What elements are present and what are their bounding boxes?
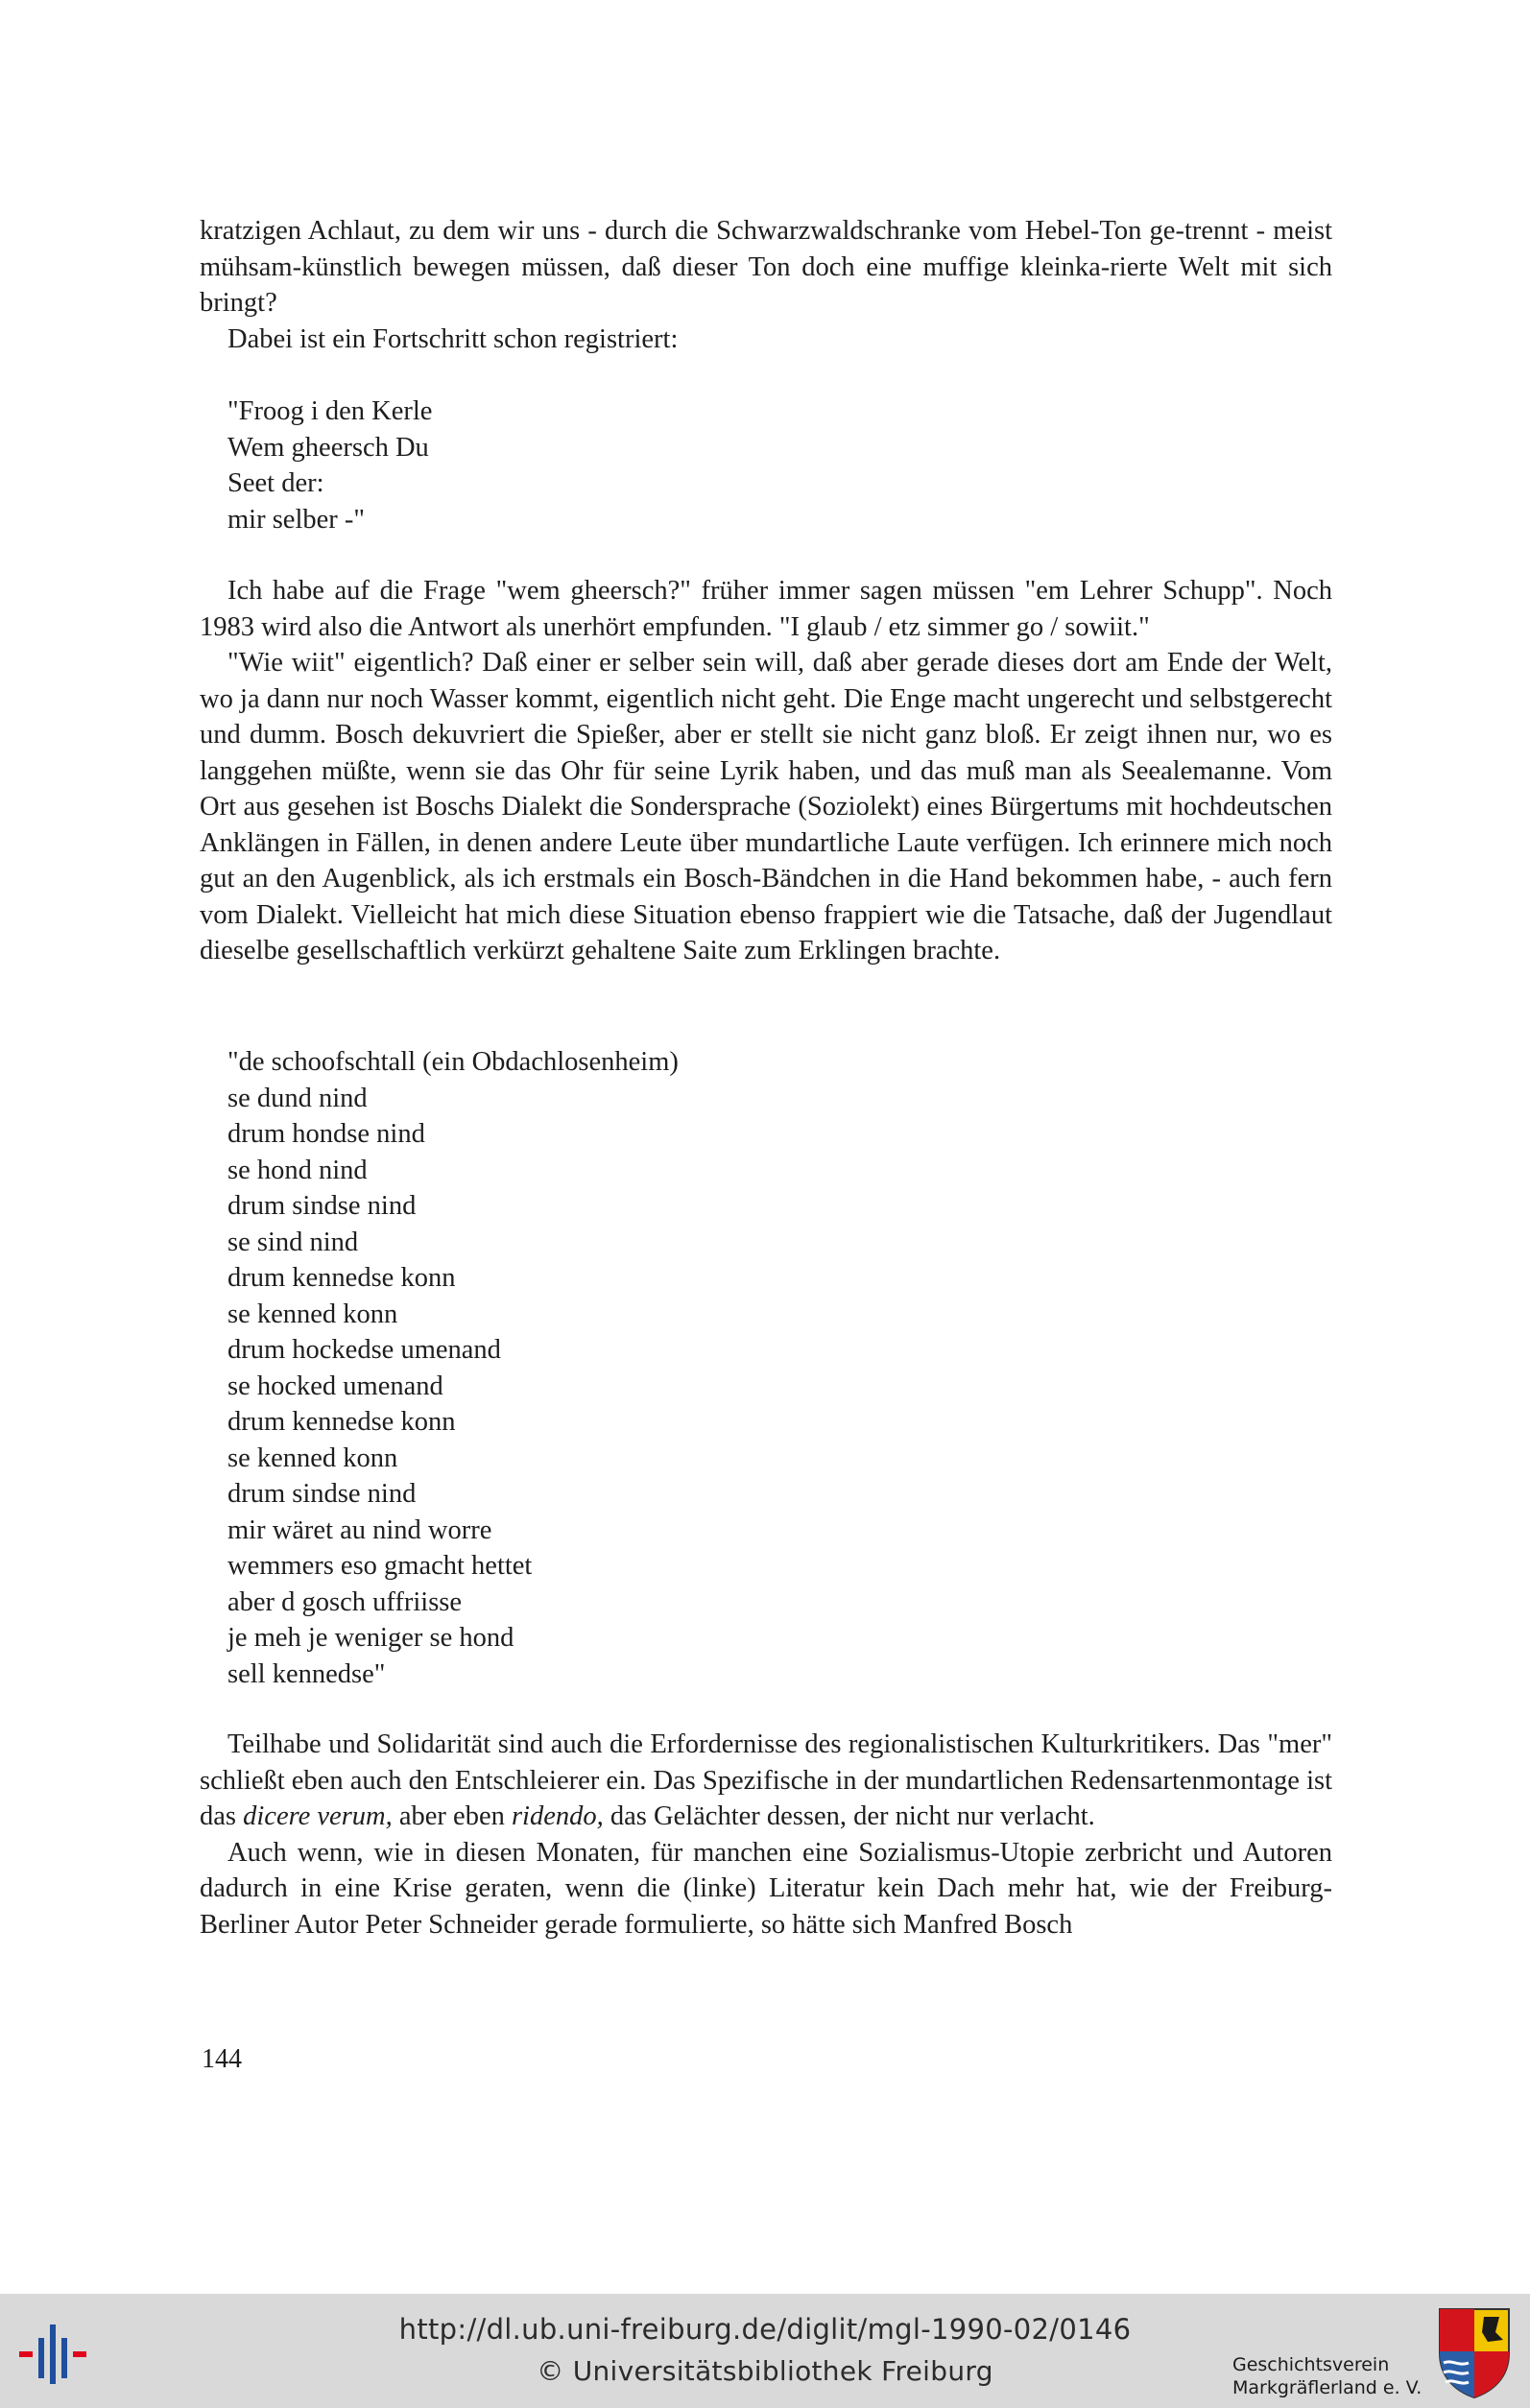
paragraph-1: kratzigen Achlaut, zu dem wir uns - durch die Schwarzwaldschranke vom Hebel-Ton ge-trennt - meist mühsam-künstlich bewegen müssen, daß dieser Ton doch eine muffige kleinka-rierte Welt mit sich bringt? bbox=[200, 216, 1332, 318]
paragraph-5-start: Teilhabe und Solidarität sind auch die Erfordernisse des regionalistischen Kulturkritikers. Das "mer" schließt eben auch den Entschleierer ein. Das Spezifische in der mundartlichen Redensartenmontage ist das bbox=[200, 1729, 1332, 1831]
paragraph-4: "Wie wiit" eigentlich? Daß einer er selber sein will, daß aber gerade dieses dort am Ende der Welt, wo ja dann nur noch Wasser kommt, eigentlich nicht geht. Die Enge macht ungerecht und selbstgerecht und dumm. Bosch dekuvriert die Spießer, aber er stellt sie nicht ganz bloß. Er zeigt ihnen nur, wo es langgehen müßte, wenn sie das Ohr für seine Lyrik haben, und das muß man als Seealemanne. Vom Ort aus gesehen ist Boschs Dialekt die Sondersprache (Soziolekt) eines Bürgertums mit hochdeutschen Anklängen in Fällen, in denen andere Leute über mundartliche Laute verfügen. Ich erinnere mich noch gut an den Augenblick, als ich erstmals ein Bosch-Bändchen in die Hand bekommen habe, - auch fern vom Dialekt. Vielleicht hat mich diese Situation ebenso frappiert wie die Tatsache, daß der Jugendlaut dieselbe gesellschaftlich verkürzt gehaltene Saite zum Erklingen brachte. bbox=[200, 648, 1332, 966]
poem-line: se kenned konn bbox=[227, 1299, 398, 1329]
copyright-text: © Universitätsbibliothek Freiburg bbox=[537, 2355, 993, 2387]
page-number: 144 bbox=[202, 2044, 242, 2074]
poem-line: se hond nind bbox=[227, 1155, 368, 1185]
poem-schoofschtall bbox=[227, 1044, 679, 1692]
coat-of-arms-icon bbox=[1436, 2303, 1513, 2399]
poem-line: sell kennedse" bbox=[227, 1658, 386, 1689]
poem-line: drum kennedse konn bbox=[227, 1263, 456, 1293]
italic-ridendo: ridendo, bbox=[511, 1801, 604, 1831]
poem-line: wemmers eso gmacht hettet bbox=[227, 1551, 533, 1581]
society-line-1: Geschichtsverein bbox=[1232, 2354, 1390, 2375]
italic-dicere-verum: dicere verum, bbox=[243, 1801, 393, 1831]
text-block-bottom bbox=[200, 1727, 1332, 1943]
document-url-link[interactable]: http://dl.ub.uni-freiburg.de/diglit/mgl-1990-02/0146 bbox=[398, 2313, 1132, 2346]
poem-line: Wem gheersch Du bbox=[227, 432, 429, 463]
poem-line: drum sindse nind bbox=[227, 1191, 417, 1221]
paragraph-5-mid: aber eben bbox=[392, 1801, 512, 1831]
poem-line: mir selber -" bbox=[227, 504, 366, 535]
text-block-middle bbox=[200, 573, 1332, 969]
poem-line: se sind nind bbox=[227, 1227, 359, 1257]
poem-line: se kenned konn bbox=[227, 1442, 398, 1473]
text-block-top bbox=[200, 213, 1332, 357]
poem-line: se hocked umenand bbox=[227, 1371, 443, 1401]
poem-line: drum hockedse umenand bbox=[227, 1335, 501, 1365]
poem-line: drum kennedse konn bbox=[227, 1407, 456, 1437]
poem-line: drum hondse nind bbox=[227, 1119, 425, 1149]
paragraph-2: Dabei ist ein Fortschritt schon registriert: bbox=[227, 323, 679, 354]
footer-bar bbox=[0, 2294, 1530, 2408]
poem-line: "Froog i den Kerle bbox=[227, 396, 433, 426]
paragraph-6: Auch wenn, wie in diesen Monaten, für manchen eine Sozialismus-Utopie zerbricht und Autoren dadurch in eine Krise geraten, wenn die (linke) Literatur kein Dach mehr hat, wie der Freiburg-Berliner Autor Peter Schneider gerade formulierte, so hätte sich Manfred Bosch bbox=[200, 1837, 1332, 1940]
society-line-2: Markgräflerland e. V. bbox=[1232, 2377, 1422, 2398]
paragraph-5 bbox=[200, 1727, 1332, 1835]
poem-line: mir wäret au nind worre bbox=[227, 1514, 492, 1545]
poem-line: Seet der: bbox=[227, 468, 324, 498]
paragraph-3: Ich habe auf die Frage "wem gheersch?" früher immer sagen müssen "em Lehrer Schupp". Noch 1983 wird also die Antwort als unerhört empfunden. "I glaub / etz simmer go / sowiit." bbox=[200, 576, 1332, 642]
poem-line: se dund nind bbox=[227, 1083, 368, 1113]
poem-line: aber d gosch uffriisse bbox=[227, 1586, 463, 1617]
poem-line: drum sindse nind bbox=[227, 1479, 417, 1509]
poem-froog bbox=[227, 393, 432, 537]
paragraph-5-end: das Gelächter dessen, der nicht nur verlacht. bbox=[603, 1801, 1095, 1831]
society-name bbox=[1232, 2353, 1422, 2399]
poem-line: "de schoofschtall (ein Obdachlosenheim) bbox=[227, 1047, 679, 1077]
poem-line: je meh je weniger se hond bbox=[227, 1623, 514, 1653]
